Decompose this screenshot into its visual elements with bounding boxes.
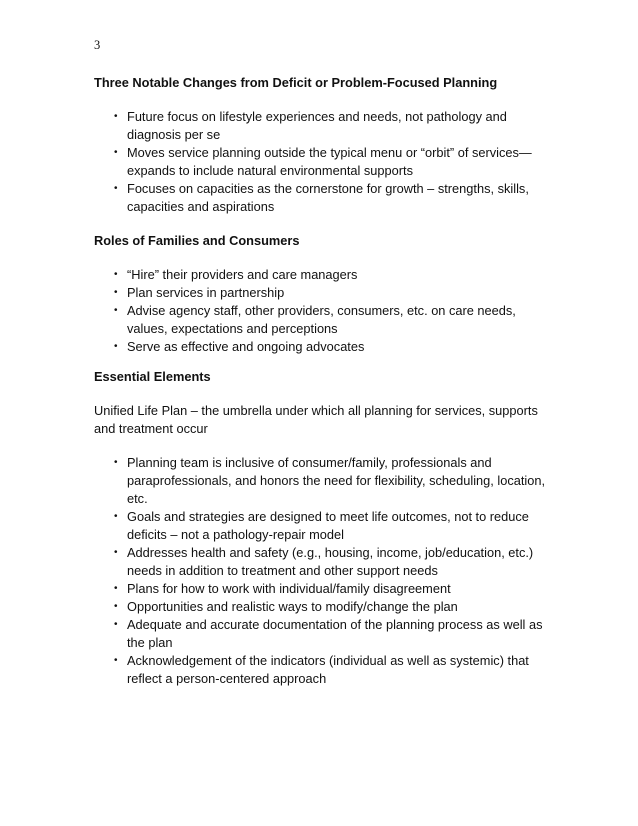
list-item — [94, 544, 554, 580]
section-heading-essential-elements: Essential Elements — [94, 369, 211, 384]
list-item-text: Planning team is inclusive of consumer/family, professionals and paraprofessionals, and honors the need for flexibility, scheduling, location, etc. — [127, 455, 546, 506]
list-item — [94, 302, 554, 338]
list-item-text: Goals and strategies are designed to meet life outcomes, not to reduce deficits – not a pathology-repair model — [127, 509, 529, 542]
unified-life-plan-paragraph: Unified Life Plan – the umbrella under which all planning for services, supports and treatment occur — [94, 403, 538, 436]
bullet-list-roles — [94, 266, 554, 356]
bullet-icon: • — [114, 111, 118, 122]
list-item-text: Advise agency staff, other providers, consumers, etc. on care needs, values, expectations and perceptions — [127, 303, 516, 336]
list-item-text: Focuses on capacities as the cornerstone for growth – strengths, skills, capacities and aspirations — [127, 181, 529, 214]
list-item-text: Opportunities and realistic ways to modify/change the plan — [127, 599, 458, 614]
bullet-list-essential-elements — [94, 454, 554, 688]
bullet-icon: • — [114, 341, 118, 352]
list-item — [94, 616, 554, 652]
list-item — [94, 266, 554, 284]
bullet-icon: • — [114, 655, 118, 666]
section-heading-roles: Roles of Families and Consumers — [94, 233, 300, 248]
list-item — [94, 180, 554, 216]
list-item — [94, 454, 554, 508]
bullet-icon: • — [114, 287, 118, 298]
bullet-icon: • — [114, 601, 118, 612]
bullet-list-notable-changes — [94, 108, 554, 216]
list-item-text: Acknowledgement of the indicators (individual as well as systemic) that reflect a person-centered approach — [127, 653, 529, 686]
list-item — [94, 108, 554, 144]
bullet-icon: • — [114, 269, 118, 280]
list-item — [94, 598, 554, 616]
list-item-text: Plan services in partnership — [127, 285, 285, 300]
list-item-text: Serve as effective and ongoing advocates — [127, 339, 365, 354]
bullet-icon: • — [114, 547, 118, 558]
bullet-icon: • — [114, 511, 118, 522]
page-number: 3 — [94, 38, 101, 52]
section-heading-notable-changes: Three Notable Changes from Deficit or Problem-Focused Planning — [94, 75, 498, 90]
list-item — [94, 580, 554, 598]
list-item — [94, 652, 554, 688]
list-item — [94, 338, 554, 356]
list-item — [94, 508, 554, 544]
list-item-text: Adequate and accurate documentation of the planning process as well as the plan — [127, 617, 543, 650]
bullet-icon: • — [114, 305, 118, 316]
bullet-icon: • — [114, 619, 118, 630]
list-item-text: Plans for how to work with individual/family disagreement — [127, 581, 451, 596]
bullet-icon: • — [114, 183, 118, 194]
list-item — [94, 144, 554, 180]
bullet-icon: • — [114, 147, 118, 158]
list-item-text: “Hire” their providers and care managers — [127, 267, 358, 282]
page-content — [94, 74, 554, 688]
list-item-text: Future focus on lifestyle experiences and needs, not pathology and diagnosis per se — [127, 109, 507, 142]
list-item — [94, 284, 554, 302]
list-item-text: Addresses health and safety (e.g., housing, income, job/education, etc.) needs in addition to treatment and other support needs — [127, 545, 534, 578]
bullet-icon: • — [114, 583, 118, 594]
list-item-text: Moves service planning outside the typical menu or “orbit” of services—expands to include natural environmental supports — [127, 145, 532, 178]
bullet-icon: • — [114, 457, 118, 468]
